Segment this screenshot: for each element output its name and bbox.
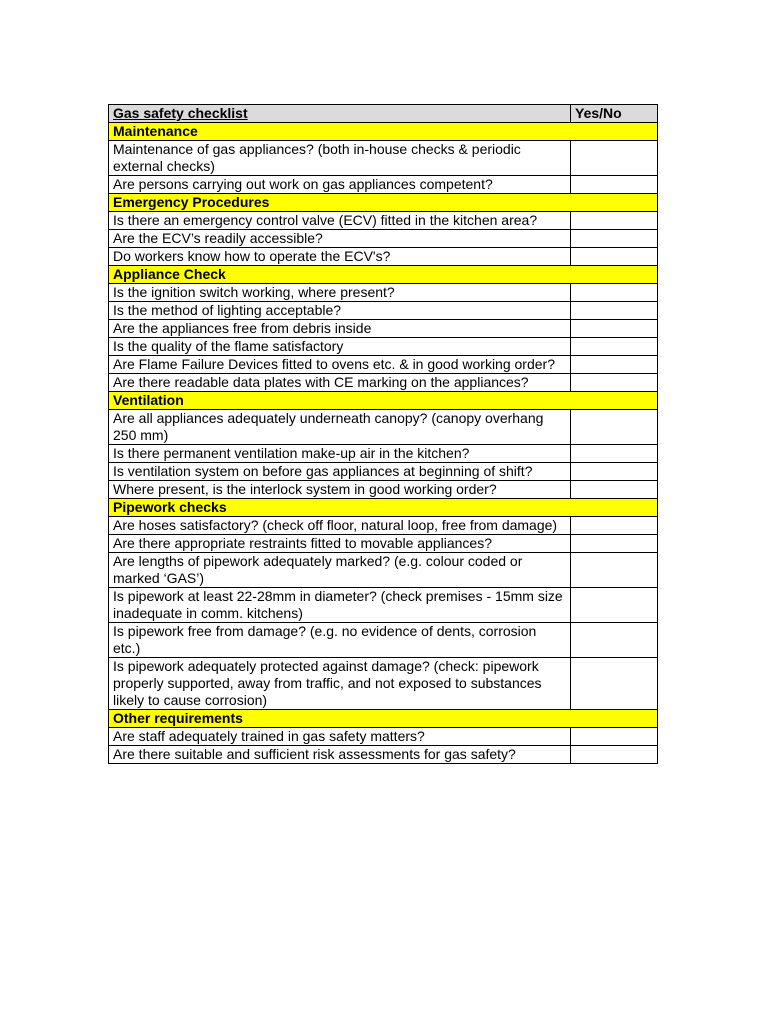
question-cell: Are staff adequately trained in gas safety matters? — [109, 728, 571, 746]
section-header-other-requirements: Other requirements — [109, 710, 658, 728]
question-cell: Are persons carrying out work on gas appliances competent? — [109, 176, 571, 194]
table-row — [109, 176, 658, 194]
answer-cell — [571, 248, 658, 266]
answer-cell — [571, 623, 658, 658]
answer-cell — [571, 463, 658, 481]
header-row — [109, 105, 658, 123]
table-row — [109, 481, 658, 499]
table-row — [109, 141, 658, 176]
question-cell: Are there appropriate restraints fitted to movable appliances? — [109, 535, 571, 553]
question-cell: Is there permanent ventilation make-up air in the kitchen? — [109, 445, 571, 463]
question-cell: Do workers know how to operate the ECV's? — [109, 248, 571, 266]
answer-cell — [571, 141, 658, 176]
section-row — [109, 392, 658, 410]
table-title-cell — [109, 105, 571, 123]
answer-cell — [571, 284, 658, 302]
question-cell: Are hoses satisfactory? (check off floor, natural loop, free from damage) — [109, 517, 571, 535]
answer-cell — [571, 410, 658, 445]
answer-cell — [571, 212, 658, 230]
question-cell: Is there an emergency control valve (ECV) fitted in the kitchen area? — [109, 212, 571, 230]
table-row — [109, 338, 658, 356]
section-header-ventilation: Ventilation — [109, 392, 658, 410]
answer-cell — [571, 658, 658, 710]
table-row — [109, 320, 658, 338]
table-row — [109, 463, 658, 481]
answer-cell — [571, 517, 658, 535]
question-cell: Are all appliances adequately underneath canopy? (canopy overhang 250 mm) — [109, 410, 571, 445]
answer-cell — [571, 302, 658, 320]
answer-cell — [571, 728, 658, 746]
answer-cell — [571, 553, 658, 588]
question-cell: Are there readable data plates with CE marking on the appliances? — [109, 374, 571, 392]
section-row — [109, 123, 658, 141]
table-row — [109, 728, 658, 746]
section-row — [109, 194, 658, 212]
table-row — [109, 623, 658, 658]
question-cell: Are there suitable and sufficient risk assessments for gas safety? — [109, 746, 571, 764]
answer-cell — [571, 176, 658, 194]
table-row — [109, 248, 658, 266]
table-title: Gas safety checklist — [113, 105, 248, 121]
answer-cell — [571, 535, 658, 553]
gas-safety-checklist-table — [108, 104, 658, 764]
question-cell: Is the quality of the flame satisfactory — [109, 338, 571, 356]
table-row — [109, 445, 658, 463]
table-row — [109, 302, 658, 320]
question-cell: Are lengths of pipework adequately marked? (e.g. colour coded or marked ‘GAS’) — [109, 553, 571, 588]
table-row — [109, 410, 658, 445]
question-cell: Is the method of lighting acceptable? — [109, 302, 571, 320]
question-cell: Is pipework at least 22-28mm in diameter? (check premises - 15mm size inadequate in comm. kitchens) — [109, 588, 571, 623]
table-row — [109, 535, 658, 553]
question-cell: Is pipework free from damage? (e.g. no evidence of dents, corrosion etc.) — [109, 623, 571, 658]
table-row — [109, 553, 658, 588]
table-row — [109, 517, 658, 535]
answer-cell — [571, 746, 658, 764]
question-cell: Is ventilation system on before gas appliances at beginning of shift? — [109, 463, 571, 481]
table-row — [109, 588, 658, 623]
document-page — [108, 104, 658, 764]
question-cell: Are the ECV’s readily accessible? — [109, 230, 571, 248]
question-cell: Is pipework adequately protected against damage? (check: pipework properly supported, away from traffic, and not exposed to substances likely to cause corrosion) — [109, 658, 571, 710]
table-row — [109, 746, 658, 764]
answer-cell — [571, 374, 658, 392]
section-header-maintenance: Maintenance — [109, 123, 658, 141]
question-cell: Are the appliances free from debris inside — [109, 320, 571, 338]
section-header-pipework-checks: Pipework checks — [109, 499, 658, 517]
table-row — [109, 284, 658, 302]
section-header-appliance-check: Appliance Check — [109, 266, 658, 284]
answer-column-header: Yes/No — [571, 105, 658, 123]
answer-cell — [571, 230, 658, 248]
question-cell: Are Flame Failure Devices fitted to ovens etc. & in good working order? — [109, 356, 571, 374]
answer-cell — [571, 356, 658, 374]
section-header-emergency-procedures: Emergency Procedures — [109, 194, 658, 212]
table-row — [109, 230, 658, 248]
table-row — [109, 658, 658, 710]
section-row — [109, 710, 658, 728]
table-row — [109, 374, 658, 392]
section-row — [109, 266, 658, 284]
section-row — [109, 499, 658, 517]
answer-cell — [571, 445, 658, 463]
answer-cell — [571, 588, 658, 623]
answer-cell — [571, 481, 658, 499]
answer-cell — [571, 320, 658, 338]
question-cell: Maintenance of gas appliances? (both in-house checks & periodic external checks) — [109, 141, 571, 176]
question-cell: Where present, is the interlock system in good working order? — [109, 481, 571, 499]
answer-cell — [571, 338, 658, 356]
question-cell: Is the ignition switch working, where present? — [109, 284, 571, 302]
table-row — [109, 212, 658, 230]
table-row — [109, 356, 658, 374]
